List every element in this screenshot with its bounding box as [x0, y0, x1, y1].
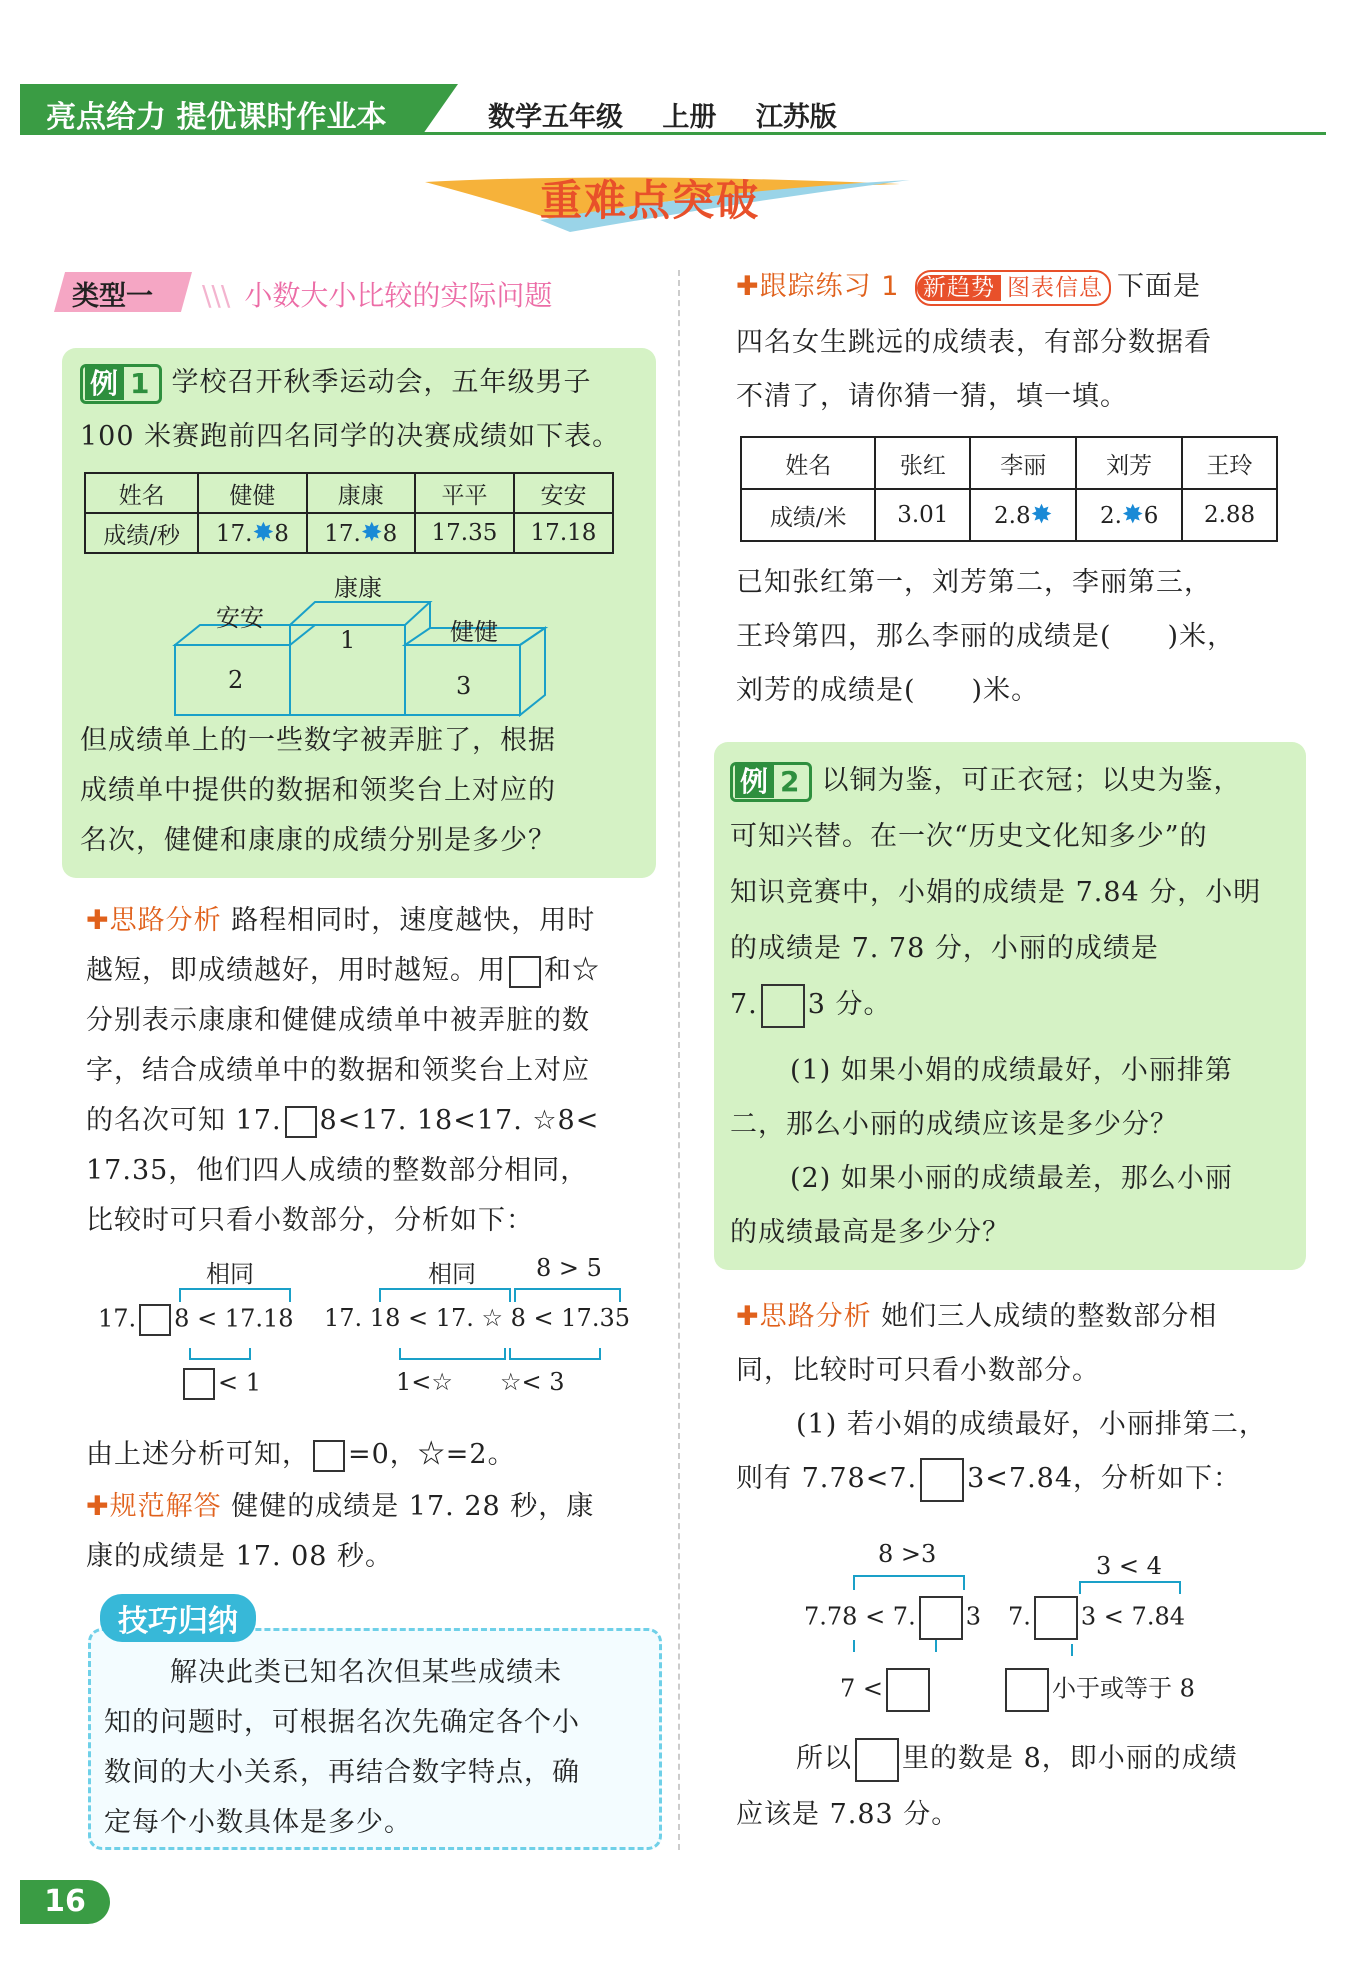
practice1-line1 [736, 262, 1201, 312]
blank-box [183, 1368, 215, 1400]
plus-icon: ✚ [736, 1301, 760, 1332]
analysis2-text: 她们三人成绩的整数部分相 [881, 1301, 1218, 1332]
example2-tag [730, 762, 812, 802]
practice1-q3: 刘芳的成绩是( )米。 [736, 675, 1040, 706]
example1-q3: 名次，健健和康康的成绩分别是多少？ [80, 825, 556, 856]
table-row [741, 489, 1277, 541]
plus-icon: ✚ [86, 905, 110, 936]
cell-part: 17. [324, 521, 361, 547]
blank-box [313, 1440, 345, 1472]
cell-part: 2. [1099, 503, 1122, 529]
plus-icon: ✚ [86, 1491, 110, 1522]
answer1-text: 健健的成绩是 17. 28 秒，康 [231, 1491, 595, 1522]
ink-blot-icon: ✸ [360, 518, 383, 548]
section-tag: 类型一 [72, 281, 153, 312]
analysis1-line6: 17.35，他们四人成绩的整数部分相同， [86, 1155, 589, 1186]
cell-part: 2.8 [994, 503, 1031, 529]
header-edition: 江苏版 [755, 102, 837, 133]
page-number: 16 [20, 1880, 110, 1924]
diagram3-top: 8 >3 [878, 1540, 937, 1568]
table-cell: 健健 [198, 473, 306, 513]
diagram-text: 7. [1008, 1602, 1031, 1631]
diagram1-top: 相同 [206, 1260, 254, 1288]
practice1-table [740, 436, 1278, 542]
table-cell: 3.01 [875, 489, 970, 541]
table-cell: 成绩/秒 [85, 513, 198, 553]
analysis2-line2: 同，比较时可只看小数部分。 [736, 1355, 1100, 1386]
diagram3-expr [804, 1596, 981, 1640]
blank-box [886, 1668, 930, 1712]
example1-line2: 100 米赛跑前四名同学的决赛成绩如下表。 [80, 421, 621, 452]
table-cell: 成绩/米 [741, 489, 875, 541]
table-cell: 17.18 [514, 513, 613, 553]
example2-q1a: (1) 如果小娟的成绩最好，小丽排第 [790, 1055, 1233, 1086]
analysis2-text: 则有 7.78<7. [736, 1463, 918, 1494]
analysis1-text: 和☆ [544, 955, 600, 986]
analysis1-text: 越短，即成绩越好，用时越短。用 [86, 955, 506, 986]
example2-line2: 可知兴替。在一次“历史文化知多少”的 [730, 821, 1208, 852]
blank-box [1034, 1596, 1078, 1640]
ink-blot-icon: ✸ [1121, 500, 1144, 530]
diagram3-bottom [840, 1668, 933, 1712]
practice1-text: 下面是 [1116, 271, 1201, 302]
table-cell: 17.35 [415, 513, 514, 553]
example1-tag-a: 例 [85, 367, 124, 400]
header-subject: 数学五年级 [488, 102, 623, 133]
analysis1-text: =0，☆=2。 [348, 1439, 516, 1470]
podium-third-name: 健健 [450, 618, 498, 646]
table-cell [198, 513, 306, 553]
diagram2-top2: 8 > 5 [536, 1254, 602, 1282]
banner-title: 重难点突破 [540, 176, 761, 225]
analysis2-line1 [736, 1292, 1217, 1342]
badge-sub: 图表信息 [1006, 274, 1103, 301]
header-volume: 上册 [662, 102, 717, 133]
diagram1-expr [98, 1304, 294, 1336]
analysis1-line1 [86, 896, 595, 946]
table-cell: 张红 [875, 437, 970, 489]
diagram2-bottom1: 1<☆ [396, 1368, 453, 1396]
table-cell: 平平 [415, 473, 514, 513]
blank-box [509, 956, 541, 988]
table-cell [1076, 489, 1182, 541]
section-title [202, 274, 552, 314]
diagram2-expr: 17. 18 < 17. ☆ 8 < 17.35 [324, 1304, 630, 1332]
analysis1-text: 由上述分析可知， [86, 1439, 310, 1470]
section-title-text: 小数大小比较的实际问题 [244, 279, 553, 312]
table-cell: 2.88 [1182, 489, 1277, 541]
diagram-text: 小于或等于 8 [1052, 1674, 1195, 1703]
analysis1-text: 的名次可知 17. [86, 1105, 282, 1136]
table-row [85, 513, 613, 553]
example2-line1 [730, 756, 1242, 806]
analysis1-line5 [86, 1096, 599, 1146]
analysis1-label: 思路分析 [109, 905, 222, 936]
diagram-text: 17. [98, 1304, 137, 1333]
diagram-text: < 1 [218, 1368, 262, 1397]
example1-tag-b: 1 [130, 366, 151, 400]
ink-blot-icon: ✸ [1030, 500, 1053, 530]
blank-box [1005, 1668, 1049, 1712]
diagram2-top1: 相同 [428, 1260, 476, 1288]
example1-tag [80, 364, 162, 404]
diagram-text: 3 < 7.84 [1080, 1602, 1185, 1631]
tip-line4: 定每个小数具体是多少。 [104, 1807, 412, 1838]
cell-part: 17. [215, 521, 253, 547]
analysis1-conclusion [86, 1430, 516, 1480]
analysis1-text: 8<17. 18<17. ☆8< [319, 1105, 600, 1136]
example2-tag-a: 例 [735, 765, 774, 798]
podium-second-name: 安安 [216, 604, 264, 632]
diagram4-expr [1008, 1596, 1185, 1640]
podium-n3: 3 [456, 672, 472, 700]
section-stripes: \\\ [202, 279, 231, 312]
example1-text1: 学校召开秋季运动会，五年级男子 [171, 367, 592, 398]
example2-q2b: 的成绩最高是多少分？ [730, 1217, 1010, 1248]
cell-part: 8 [274, 521, 289, 547]
table-cell: 安安 [514, 473, 613, 513]
diagram-text: 8 < 17.18 [174, 1304, 294, 1333]
example1-line1 [80, 358, 592, 408]
answer1-label: 规范解答 [109, 1491, 222, 1522]
cell-part: 8 [382, 521, 398, 547]
analysis1-line2 [86, 946, 600, 996]
table-cell: 姓名 [85, 473, 198, 513]
badge-main: 新趋势 [917, 275, 1001, 301]
column-divider [678, 270, 680, 1850]
example1-table [84, 472, 614, 554]
analysis2-label: 思路分析 [759, 1301, 872, 1332]
diagram1-bottom [180, 1368, 261, 1400]
example2-line4: 的成绩是 7. 78 分，小丽的成绩是 [730, 933, 1159, 964]
example1-q1: 但成绩单上的一些数字被弄脏了，根据 [80, 725, 556, 756]
example2-line3: 知识竞赛中，小娟的成绩是 7.84 分，小明 [730, 877, 1262, 908]
example2-text: 以铜为鉴，可正衣冠；以史为鉴， [821, 765, 1242, 796]
practice1-line3: 不清了，请你猜一猜，填一填。 [736, 381, 1128, 412]
plus-icon: ✚ [736, 271, 760, 302]
blank-box [919, 1596, 963, 1640]
analysis2-conclusion2: 应该是 7.83 分。 [736, 1799, 960, 1830]
table-cell [970, 489, 1076, 541]
tip-line2: 知的问题时，可根据名次先确定各个小 [104, 1707, 580, 1738]
analysis2-text: 所以 [796, 1743, 852, 1774]
practice1-line2: 四名女生跳远的成绩表，有部分数据看 [736, 327, 1212, 358]
podium-n1: 1 [340, 626, 356, 654]
table-cell: 刘芳 [1076, 437, 1182, 489]
example2-text: 7. [730, 989, 758, 1020]
analysis1-line3: 分别表示康康和健健成绩单中被弄脏的数 [86, 1005, 590, 1036]
table-cell: 王玲 [1182, 437, 1277, 489]
example2-text: 3 分。 [807, 989, 892, 1020]
header-brand: 亮点给力 提优课时作业本 [46, 100, 387, 135]
blank-box [855, 1738, 899, 1782]
practice1-label: 跟踪练习 1 [759, 271, 900, 302]
table-row [741, 437, 1277, 489]
tip-line1: 解决此类已知名次但某些成绩未 [170, 1657, 562, 1688]
analysis2-text: 3<7.84，分析如下： [967, 1463, 1242, 1494]
blank-box [920, 1458, 964, 1502]
ink-blot-icon: ✸ [252, 518, 275, 548]
example2-q2a: (2) 如果小丽的成绩最差，那么小丽 [790, 1163, 1233, 1194]
diagram2-bottom2: ☆< 3 [500, 1368, 565, 1396]
table-row [85, 473, 613, 513]
example1-q2: 成绩单中提供的数据和领奖台上对应的 [80, 775, 556, 806]
cell-part: 6 [1143, 503, 1159, 529]
table-cell: 李丽 [970, 437, 1076, 489]
blank-box [139, 1304, 171, 1336]
analysis1-text: 路程相同时，速度越快，用时 [231, 905, 596, 936]
header-info [488, 95, 867, 134]
diagram4-bottom [1002, 1668, 1195, 1712]
diagram4-top: 3 < 4 [1096, 1552, 1162, 1580]
analysis1-line7: 比较时可只看小数部分，分析如下： [86, 1205, 534, 1236]
table-cell [307, 513, 415, 553]
example2-tag-b: 2 [780, 764, 801, 798]
podium-first-name: 康康 [334, 574, 382, 602]
practice1-q2: 王玲第四，那么李丽的成绩是( )米， [736, 621, 1236, 652]
trend-badge [915, 270, 1111, 306]
answer1-line1 [86, 1482, 594, 1532]
diagram-text: 7 < [840, 1674, 884, 1703]
answer1-line2: 康的成绩是 17. 08 秒。 [86, 1541, 394, 1572]
podium-n2: 2 [228, 666, 244, 694]
practice1-q1: 已知张红第一，刘芳第二，李丽第三， [736, 567, 1212, 598]
example2-line5 [730, 980, 892, 1030]
example2-q1b: 二，那么小丽的成绩应该是多少分？ [730, 1109, 1178, 1140]
table-cell: 姓名 [741, 437, 875, 489]
analysis2-line4 [736, 1454, 1241, 1504]
diagram-text: 3 [965, 1602, 981, 1631]
diagram-text: 7.78 < 7. [804, 1602, 916, 1631]
blank-box [285, 1106, 317, 1138]
analysis2-conclusion1 [796, 1734, 1238, 1784]
tip-line3: 数间的大小关系，再结合数字特点，确 [104, 1757, 580, 1788]
table-cell: 康康 [307, 473, 415, 513]
analysis2-text: 里的数是 8，即小丽的成绩 [902, 1743, 1238, 1774]
tip-title: 技巧归纳 [100, 1594, 256, 1642]
analysis1-line4: 字，结合成绩单中的数据和领奖台上对应 [86, 1055, 590, 1086]
blank-box [761, 984, 805, 1028]
analysis2-line3: (1) 若小娟的成绩最好，小丽排第二， [796, 1409, 1267, 1440]
